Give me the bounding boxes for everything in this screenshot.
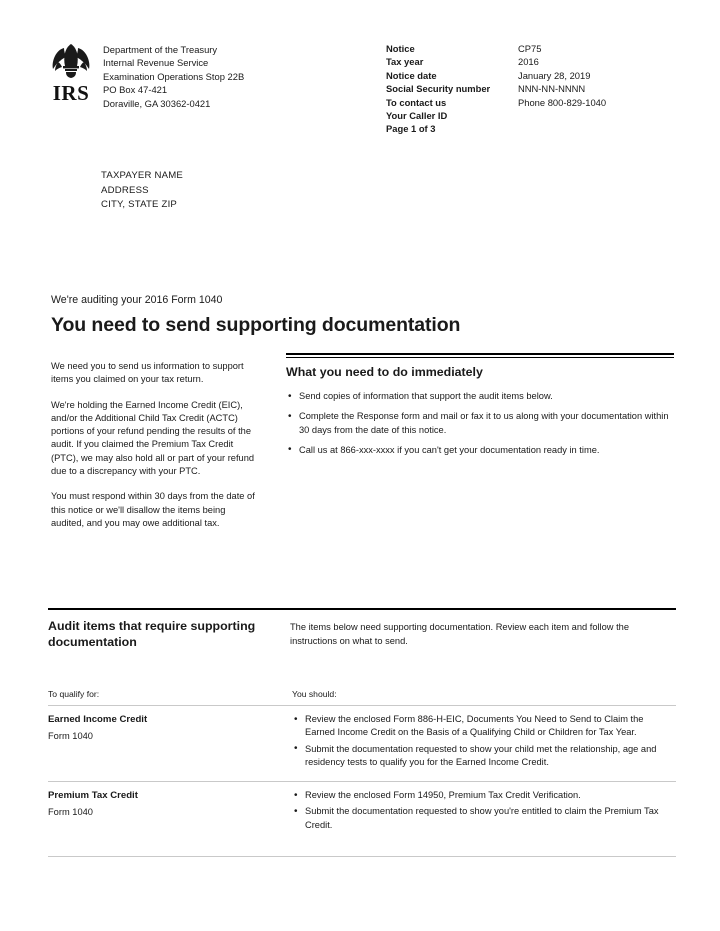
audit-item-name: Earned Income Credit xyxy=(48,714,148,725)
intro-paragraph: We need you to send us information to support items you claimed on your tax return. xyxy=(51,361,244,385)
list-item: • Review the enclosed Form 14950, Premium Tax Credit Verification. xyxy=(292,789,676,802)
list-item: • Send copies of information that support the audit items below. xyxy=(286,390,674,403)
table-row xyxy=(48,706,676,781)
agency-line: Department of the Treasury xyxy=(103,44,218,55)
notice-detail-value: 2016 xyxy=(518,56,539,68)
agency-line: PO Box 47-421 xyxy=(103,84,168,96)
audit-section-title: Audit items that require supporting documentation xyxy=(48,619,256,649)
notice-detail-label: Notice date xyxy=(386,69,437,81)
notice-detail-label: To contact us xyxy=(386,96,447,108)
table-row xyxy=(48,782,676,844)
intro-paragraph: You must respond within 30 days from the date of this notice or we'll disallow the items being audited, and you may owe additional tax. xyxy=(51,491,255,528)
irs-eagle-seal-icon xyxy=(48,42,94,104)
agency-line: Internal Revenue Service xyxy=(103,57,209,69)
agency-block xyxy=(48,42,378,110)
list-item: • Complete the Response form and mail or fax it to us along with your documentation within 30 days from the date of this notice. xyxy=(286,410,674,437)
column-header-action: You should: xyxy=(292,689,337,699)
column-header-qualify: To qualify for: xyxy=(48,689,100,699)
notice-detail-row xyxy=(386,82,606,95)
agency-line: Doraville, GA 30362-0421 xyxy=(103,97,211,109)
audit-items-table xyxy=(48,688,676,844)
irs-wordmark: IRS xyxy=(52,81,90,105)
notice-detail-label: Notice xyxy=(386,43,415,54)
page-bottom-divider xyxy=(48,856,676,857)
notice-detail-row xyxy=(386,109,606,122)
page-eyebrow: We're auditing your 2016 Form 1040 xyxy=(51,294,223,306)
notice-detail-label: Page 1 of 3 xyxy=(386,123,436,135)
audit-item-actions xyxy=(292,713,676,772)
notice-detail-value: CP75 xyxy=(518,43,542,54)
notice-detail-row xyxy=(386,96,606,109)
taxpayer-address-block xyxy=(101,169,183,213)
table-column-headers xyxy=(48,688,676,705)
notice-detail-label: Tax year xyxy=(386,56,424,68)
immediate-actions-section xyxy=(286,353,674,457)
audit-item-list xyxy=(292,713,676,769)
audit-item-form: Form 1040 xyxy=(48,730,93,741)
notice-detail-row xyxy=(386,122,606,135)
notice-detail-value: January 28, 2019 xyxy=(518,69,591,81)
list-item: • Call us at 866-xxx-xxxx if you can't get your documentation ready in time. xyxy=(286,444,674,457)
notice-detail-row xyxy=(386,69,606,82)
audit-item-list xyxy=(292,789,676,832)
section-divider xyxy=(286,353,674,358)
agency-address-lines xyxy=(103,42,244,110)
list-item: • Submit the documentation requested to show you're entitled to claim the Premium Tax Credit. xyxy=(292,805,676,832)
notice-detail-row xyxy=(386,42,606,55)
notice-detail-value xyxy=(518,122,606,135)
list-item: • Review the enclosed Form 886-H-EIC, Documents You Need to Send to Claim the Earned Income Credit on the Basis of a Qualifying Child or Children for Tax Year. xyxy=(292,713,676,740)
taxpayer-city-state-zip: CITY, STATE ZIP xyxy=(101,199,178,211)
notice-detail-row xyxy=(386,55,606,68)
taxpayer-name: TAXPAYER NAME xyxy=(101,170,184,181)
page-header xyxy=(48,42,676,136)
audit-item-form: Form 1040 xyxy=(48,806,93,817)
notice-detail-value: NNN-NN-NNNN xyxy=(518,83,586,95)
audit-item-info xyxy=(48,713,292,772)
audit-item-name: Premium Tax Credit xyxy=(48,790,138,802)
title-area xyxy=(51,293,671,337)
page-title: You need to send supporting documentation xyxy=(51,314,461,336)
taxpayer-address: ADDRESS xyxy=(101,184,149,196)
intro-column xyxy=(51,360,256,530)
immediate-actions-heading: What you need to do immediately xyxy=(286,365,483,379)
audit-item-info xyxy=(48,789,292,835)
audit-item-actions xyxy=(292,789,676,835)
audit-items-section xyxy=(48,608,676,844)
notice-detail-label: Social Security number xyxy=(386,83,491,95)
notice-detail-value xyxy=(518,109,606,122)
notice-detail-label: Your Caller ID xyxy=(386,110,448,122)
notice-detail-value: Phone 800-829-1040 xyxy=(518,96,607,108)
audit-section-header xyxy=(48,610,676,650)
agency-line: Examination Operations Stop 22B xyxy=(103,70,245,82)
intro-paragraph: We're holding the Earned Income Credit (EIC), and/or the Additional Child Tax Credit (ACTC) portions of your refund pending the results of the audit. If you claimed the Premium Tax Credit (PTC), we may also hold all or part of your refund due to a discrepancy with your PTC. xyxy=(51,399,255,477)
notice-details-table xyxy=(386,42,606,136)
audit-section-description: The items below need supporting documentation. Review each item and follow the instructions on what to send. xyxy=(290,622,630,646)
list-item: • Submit the documentation requested to show your child met the relationship, age and residency tests to qualify you for the Earned Income Credit. xyxy=(292,743,676,770)
immediate-actions-list xyxy=(286,390,674,457)
